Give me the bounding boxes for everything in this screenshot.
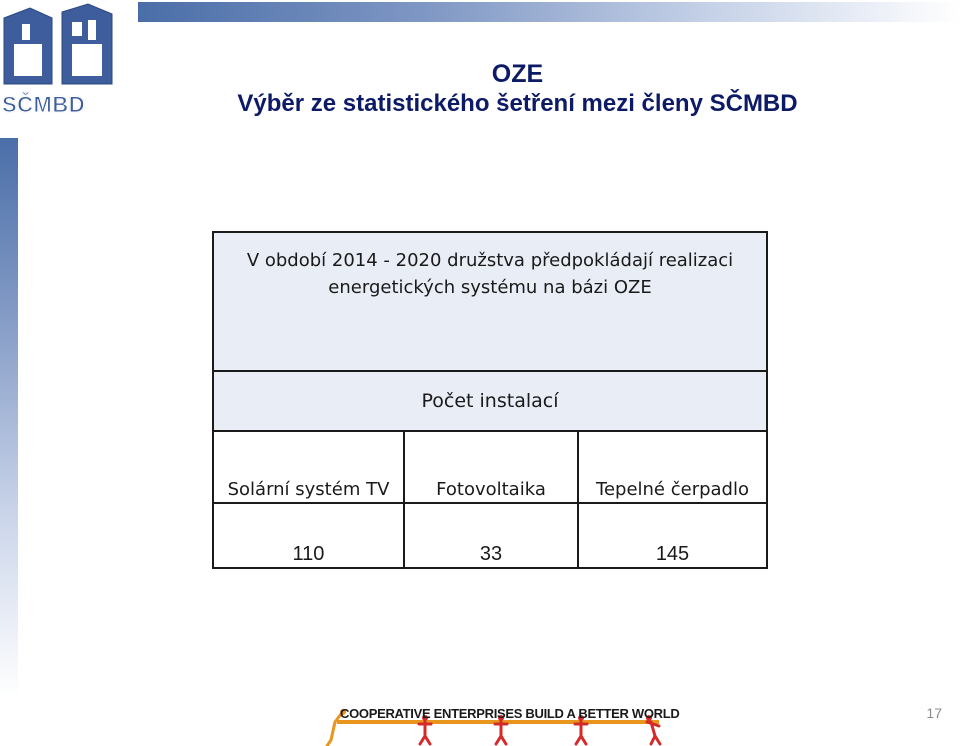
- page-title: OZE: [491, 60, 544, 88]
- count-label-row: [213, 371, 767, 431]
- top-gradient-bar: [138, 2, 960, 22]
- description-text: V období 2014 - 2020 družstva předpokládají realizaci energetických systému na bázi OZE: [246, 250, 734, 298]
- logo-text: SČMBD: [2, 92, 86, 117]
- installations-table: [212, 231, 768, 569]
- count-label-cell: Počet instalací: [213, 371, 767, 431]
- value-solar: 110: [213, 503, 404, 568]
- column-header-heat-pump: Tepelné čerpadlo: [578, 431, 767, 503]
- value-row: [213, 503, 767, 568]
- left-gradient-bar: [0, 138, 18, 698]
- value-photovoltaics: 33: [404, 503, 578, 568]
- description-row: [213, 232, 767, 371]
- column-header-photovoltaics: Fotovoltaika: [404, 431, 578, 503]
- footer-slogan: COOPERATIVE ENTERPRISES BUILD A BETTER WORLD: [340, 706, 680, 721]
- column-header-solar: Solární systém TV: [213, 431, 404, 503]
- page-number: 17: [926, 705, 942, 721]
- value-heat-pump: 145: [578, 503, 767, 568]
- column-header-row: [213, 431, 767, 503]
- page-subtitle: Výběr ze statistického šetření mezi členy SČMBD: [237, 90, 798, 117]
- description-cell: [213, 232, 767, 371]
